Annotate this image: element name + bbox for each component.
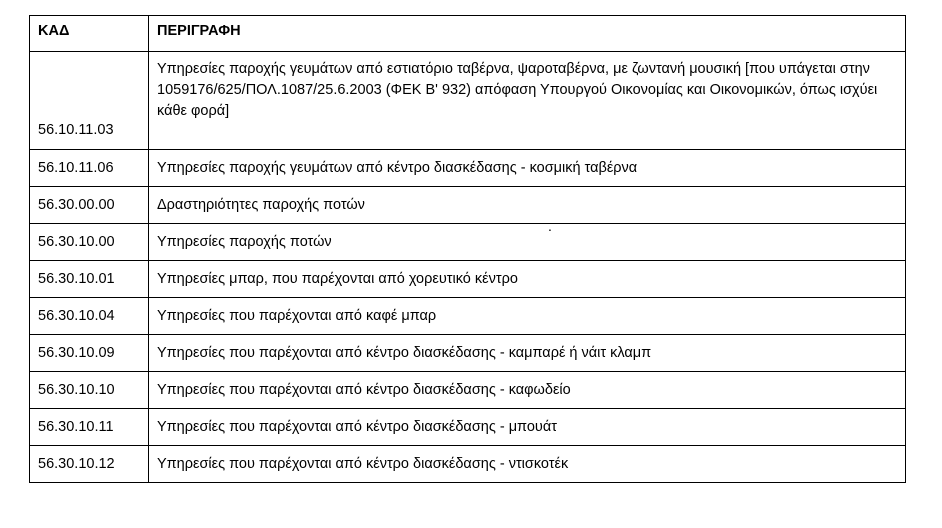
description-cell: Υπηρεσίες μπαρ, που παρέχονται από χορευτικό κέντρο bbox=[149, 261, 906, 298]
description-cell: Υπηρεσίες που παρέχονται από κέντρο διασκέδασης - καμπαρέ ή νάιτ κλαμπ bbox=[149, 335, 906, 372]
code-cell: 56.10.11.03 bbox=[30, 52, 149, 150]
table-row bbox=[30, 187, 906, 224]
description-cell: Υπηρεσίες που παρέχονται από κέντρο διασκέδασης - ντισκοτέκ bbox=[149, 446, 906, 483]
code-cell: 56.30.10.04 bbox=[30, 298, 149, 335]
kad-table bbox=[29, 15, 906, 483]
description-cell: Δραστηριότητες παροχής ποτών bbox=[149, 187, 906, 224]
table-row bbox=[30, 150, 906, 187]
table-row bbox=[30, 335, 906, 372]
description-cell: Υπηρεσίες που παρέχονται από κέντρο διασκέδασης - καφωδείο bbox=[149, 372, 906, 409]
code-cell: 56.30.00.00 bbox=[30, 187, 149, 224]
header-description: ΠΕΡΙΓΡΑΦΗ bbox=[149, 16, 906, 52]
table-row bbox=[30, 298, 906, 335]
header-row bbox=[30, 16, 906, 52]
table-row bbox=[30, 446, 906, 483]
description-cell: Υπηρεσίες παροχής γευμάτων από εστιατόριο ταβέρνα, ψαροταβέρνα, με ζωντανή μουσική [που υπάγεται στην 1059176/625/ΠΟΛ.1087/25.6.2003 (ΦΕΚ Β' 932) απόφαση Υπουργού Οικονομίας και Οικονομικών, όπως ισχύει κάθε φορά] bbox=[149, 52, 906, 150]
header-code: ΚΑΔ bbox=[30, 16, 149, 52]
table-row bbox=[30, 372, 906, 409]
stray-dot-mark: . bbox=[548, 218, 552, 234]
table-row bbox=[30, 52, 906, 150]
code-cell: 56.10.11.06 bbox=[30, 150, 149, 187]
code-cell: 56.30.10.09 bbox=[30, 335, 149, 372]
code-cell: 56.30.10.10 bbox=[30, 372, 149, 409]
code-cell: 56.30.10.01 bbox=[30, 261, 149, 298]
code-cell: 56.30.10.12 bbox=[30, 446, 149, 483]
description-cell: Υπηρεσίες παροχής γευμάτων από κέντρο διασκέδασης - κοσμική ταβέρνα bbox=[149, 150, 906, 187]
code-cell: 56.30.10.11 bbox=[30, 409, 149, 446]
table-row bbox=[30, 409, 906, 446]
table-row bbox=[30, 224, 906, 261]
description-cell: Υπηρεσίες που παρέχονται από κέντρο διασκέδασης - μπουάτ bbox=[149, 409, 906, 446]
description-cell: Υπηρεσίες που παρέχονται από καφέ μπαρ bbox=[149, 298, 906, 335]
code-cell: 56.30.10.00 bbox=[30, 224, 149, 261]
description-cell: Υπηρεσίες παροχής ποτών bbox=[149, 224, 906, 261]
table-row bbox=[30, 261, 906, 298]
